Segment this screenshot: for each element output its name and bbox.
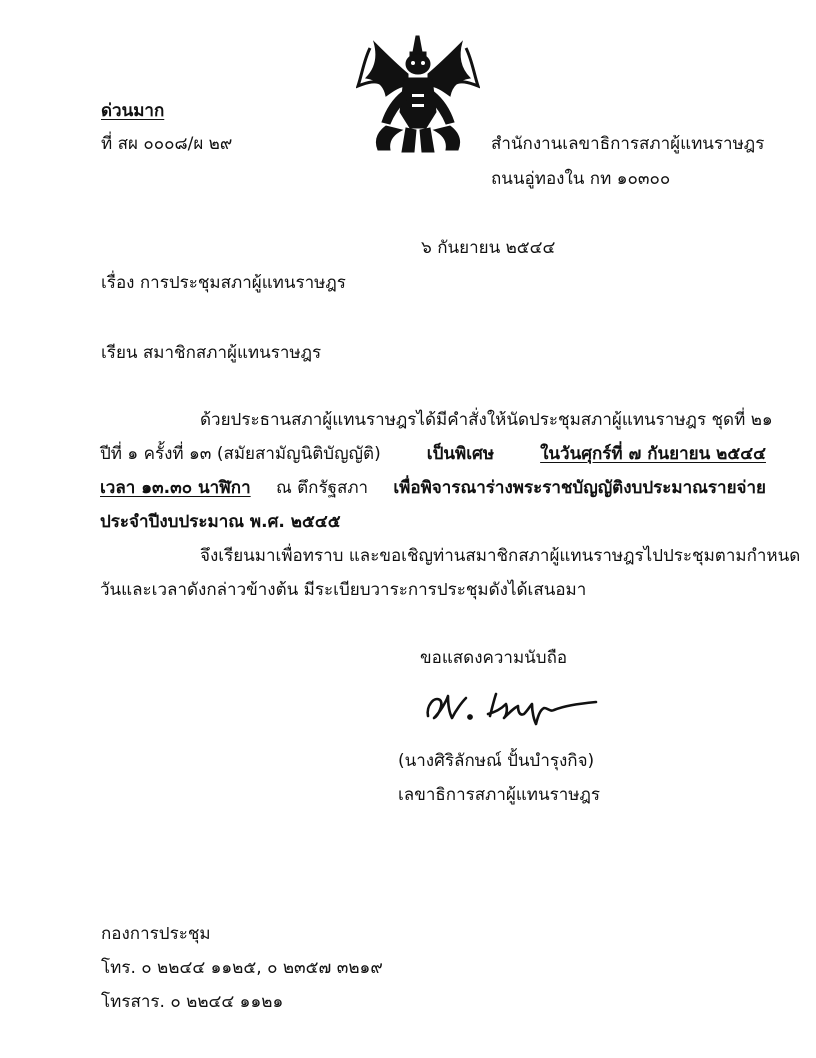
session-info: ปีที่ ๑ ครั้งที่ ๑๓ (สมัยสามัญนิติบัญญัติ) [100,444,381,464]
body-p2-line2: วันและเวลาดังกล่าวข้างต้น มีระเบียบวาระการประชุมดังได้เสนอมา [100,580,587,600]
meeting-date: ในวันศุกร์ที่ ๗ กันยายน ๒๕๔๔ [540,444,766,464]
recipient-line: เรียน สมาชิกสภาผู้แทนราษฎร [101,343,322,363]
office-name: สำนักงานเลขาธิการสภาผู้แทนราษฎร [491,134,765,154]
body-p2-line1: จึงเรียนมาเพื่อทราบ และขอเชิญท่านสมาชิกสภาผู้แทนราษฎรไปประชุมตามกำหนด [200,546,801,566]
subject-line: เรื่อง การประชุมสภาผู้แทนราษฎร [101,273,346,293]
special-session-label: เป็นพิเศษ [426,444,495,464]
meeting-time: เวลา ๑๓.๓๐ นาฬิกา [100,478,251,498]
reference-number: ที่ สผ ๐๐๐๘/ผ ๒๙ [101,134,233,154]
body-p1-line1: ด้วยประธานสภาผู้แทนราษฎรได้มีคำสั่งให้นัดประชุมสภาผู้แทนราษฎร ชุดที่ ๒๑ [200,410,773,430]
fax-number: โทรสาร. ๐ ๒๒๔๔ ๑๑๒๑ [101,992,284,1012]
signer-name: (นางศิริลักษณ์ ปั้นบำรุงกิจ) [398,751,595,771]
department-name: กองการประชุม [101,924,211,944]
body-p1-line4: ประจำปีงบประมาณ พ.ศ. ๒๕๔๕ [100,512,341,532]
phone-number: โทร. ๐ ๒๒๔๔ ๑๑๒๕, ๐ ๒๓๕๗ ๓๒๑๙ [101,958,383,978]
closing-regards: ขอแสดงความนับถือ [420,648,568,668]
handwritten-signature-icon [424,686,604,728]
body-p1-line3 [100,477,766,499]
body-p1-line2 [100,443,766,465]
office-address: ถนนอู่ทองใน กท ๑๐๓๐๐ [491,169,671,189]
garuda-emblem-icon [356,34,480,154]
letter-date: ๖ กันยายน ๒๕๔๔ [421,238,556,258]
signer-title: เลขาธิการสภาผู้แทนราษฎร [398,785,601,805]
meeting-purpose: เพื่อพิจารณาร่างพระราชบัญญัติงบประมาณรายจ่าย [393,478,766,498]
meeting-place: ณ ตึกรัฐสภา [275,478,369,498]
urgency-label: ด่วนมาก [101,101,165,121]
